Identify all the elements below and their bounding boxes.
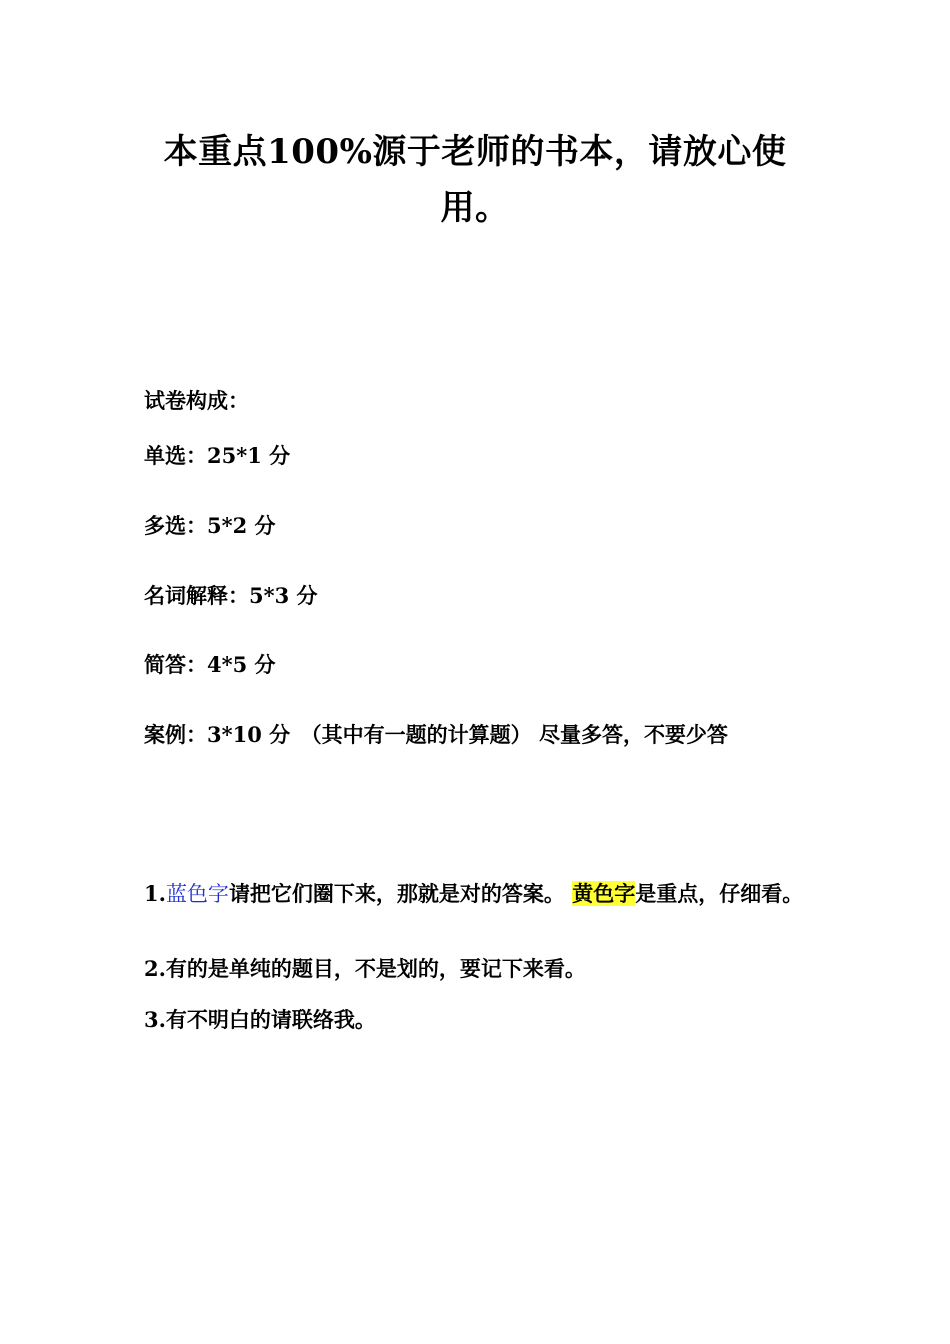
note-3: 3.有不明白的请联络我。 [144, 1007, 376, 1032]
title-line-1: 本重点100%源于老师的书本，请放心使 [163, 132, 787, 172]
exam-structure-heading: 试卷构成： [144, 388, 249, 413]
exam-item-single-choice: 单选：25*1 分 [144, 443, 291, 468]
exam-item-case-study: 案例：3*10 分 （其中有一题的计算题） 尽量多答，不要少答 [144, 722, 728, 747]
note-1-end: 是重点，仔细看。 [635, 881, 804, 906]
note-1-blue-text: 蓝色字 [165, 882, 229, 906]
title-line-2: 用。 [440, 188, 510, 228]
note-1-yellow-text: 黄色字 [572, 881, 636, 906]
exam-item-term-explanation: 名词解释：5*3 分 [144, 583, 318, 608]
note-1-middle: 请把它们圈下来，那就是对的答案。 [228, 881, 565, 906]
note-1-number: 1. [144, 881, 166, 906]
note-2: 2.有的是单纯的题目，不是划的，要记下来看。 [144, 956, 586, 981]
note-1 [144, 876, 814, 912]
page-title [120, 124, 830, 236]
exam-item-multiple-choice: 多选：5*2 分 [144, 513, 276, 538]
exam-item-short-answer: 简答：4*5 分 [144, 652, 276, 677]
